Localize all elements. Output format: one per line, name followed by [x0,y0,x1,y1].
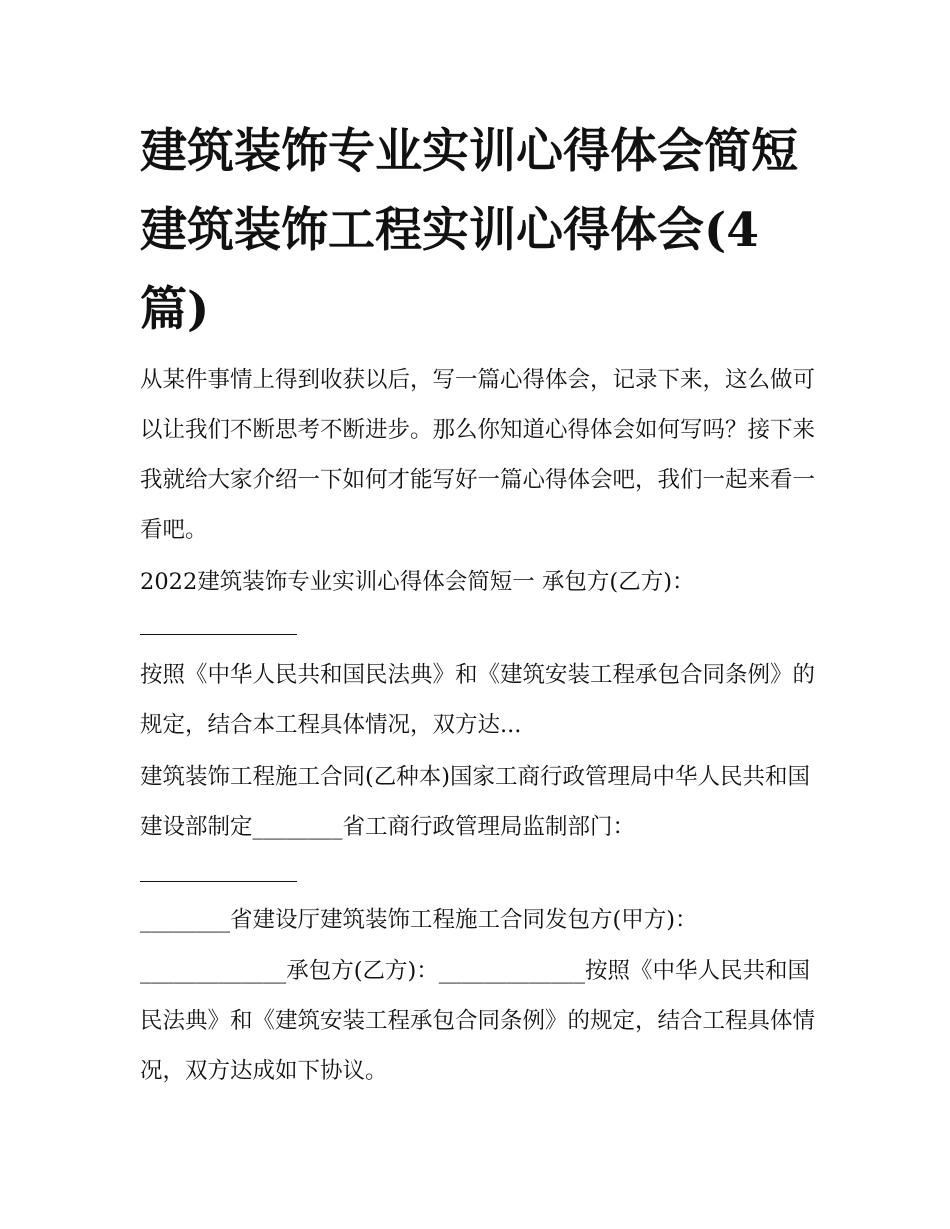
section-heading-one: 2022建筑装饰专业实训心得体会简短一 承包方(乙方)： [140,569,695,595]
intro-paragraph: 从某件事情上得到收获以后，写一篇心得体会，记录下来，这么做可以让我们不断思考不断进步。那么你知道心得体会如何写吗？接下来我就给大家介绍一下如何才能写好一篇心得体会吧，我们一起来看一看吧。 [140,367,816,543]
blank-fill-line [140,881,297,882]
blank-fill-line [140,634,297,635]
agreement-paragraph: _____________承包方(乙方)：_____________按照《中华人民共和国民法典》和《建筑安装工程承包合同条例》的规定，结合工程具体情况，双方达成如下协议。 [140,958,816,1084]
law-reference-paragraph: 按照《中华人民共和国民法典》和《建筑安装工程承包合同条例》的规定，结合本工程具体情况，双方达... [140,662,816,738]
document-title: 建筑装饰专业实训心得体会简短 建筑装饰工程实训心得体会(4篇) [140,124,798,337]
contract-header-paragraph: 建筑装饰工程施工合同(乙种本)国家工商行政管理局中华人民共和国建设部制定________省工商行政管理局监制部门： [140,764,811,840]
party-a-paragraph: ________省建设厅建筑装饰工程施工合同发包方(甲方)： [140,907,698,933]
